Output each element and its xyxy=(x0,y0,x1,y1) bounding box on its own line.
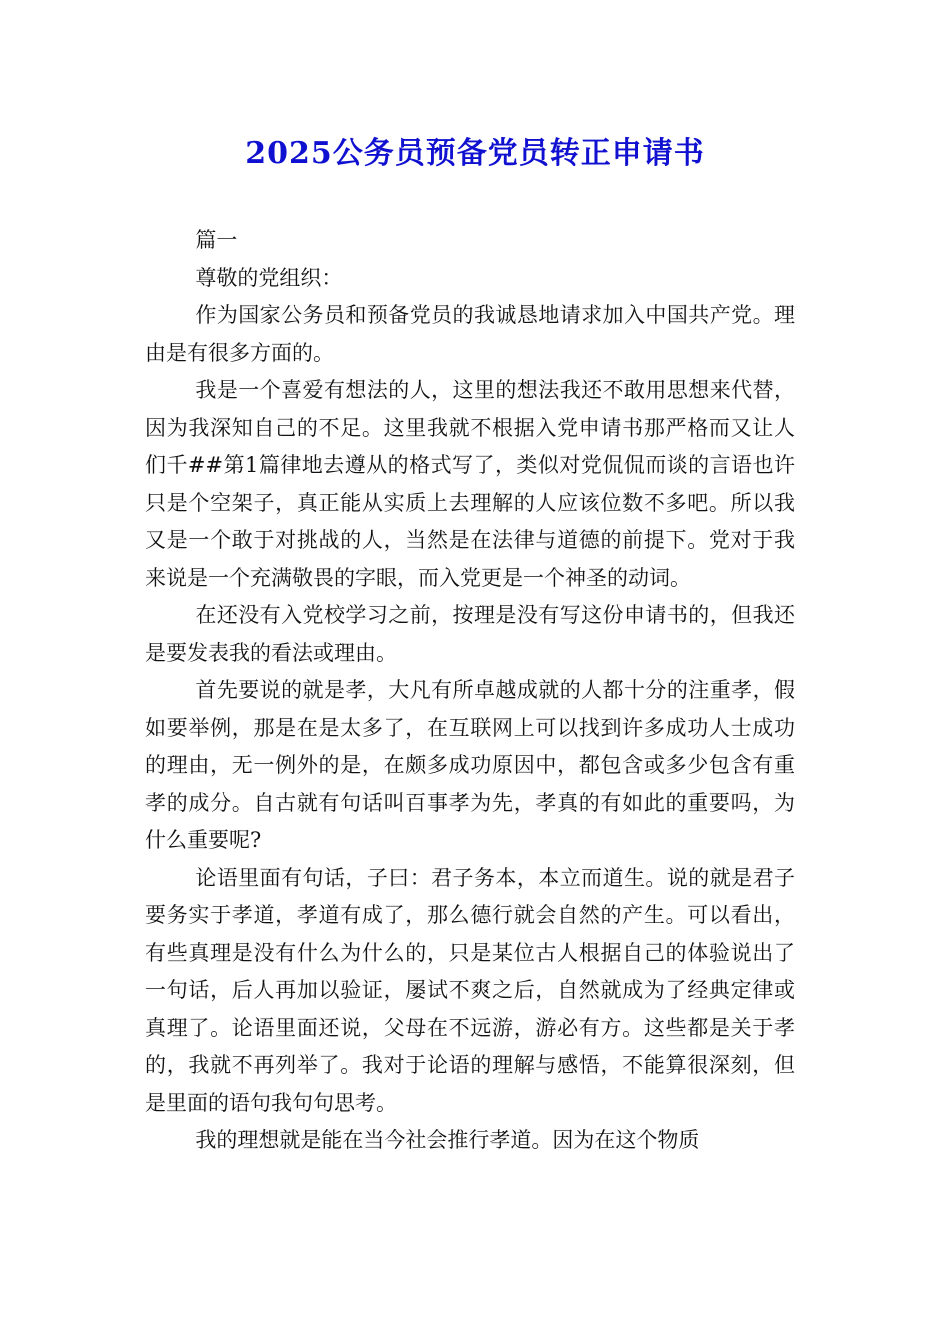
document-body xyxy=(145,222,795,1160)
document-title: 2025公务员预备党员转正申请书 xyxy=(245,136,705,171)
paragraph: 作为国家公务员和预备党员的我诚恳地请求加入中国共产党。理由是有很多方面的。 xyxy=(145,303,795,365)
paragraph: 在还没有入党校学习之前，按理是没有写这份申请书的，但我还是要发表我的看法或理由。 xyxy=(145,603,795,665)
paragraph: 我是一个喜爱有想法的人，这里的想法我还不敢用思想来代替，因为我深知自己的不足。这里我就不根据入党申请书那严格而又让人们千##第1篇律地去遵从的格式写了，类似对党侃侃而谈的言语也许只是个空架子，真正能从实质上去理解的人应该位数不多吧。所以我又是一个敢于对挑战的人，当然是在法律与道德的前提下。党对于我来说是一个充满敬畏的字眼，而入党更是一个神圣的动词。 xyxy=(145,378,795,590)
paragraph: 首先要说的就是孝，大凡有所卓越成就的人都十分的注重孝，假如要举例，那是在是太多了，在互联网上可以找到许多成功人士成功的理由，无一例外的是，在颇多成功原因中，都包含或多少包含有重孝的成分。自古就有句话叫百事孝为先，孝真的有如此的重要吗，为什么重要呢? xyxy=(145,678,795,852)
section-heading: 篇一 xyxy=(195,228,238,252)
paragraph: 论语里面有句话，子曰：君子务本，本立而道生。说的就是君子要务实于孝道，孝道有成了，那么德行就会自然的产生。可以看出，有些真理是没有什么为什么的，只是某位古人根据自己的体验说出了一句话，后人再加以验证，屡试不爽之后，自然就成为了经典定律或真理了。论语里面还说，父母在不远游，游必有方。这些都是关于孝的，我就不再列举了。我对于论语的理解与感悟，不能算很深刻，但是里面的语句我句句思考。 xyxy=(145,865,795,1115)
salutation: 尊敬的党组织： xyxy=(195,265,343,290)
paragraph: 我的理想就是能在当今社会推行孝道。因为在这个物质 xyxy=(195,1128,700,1152)
